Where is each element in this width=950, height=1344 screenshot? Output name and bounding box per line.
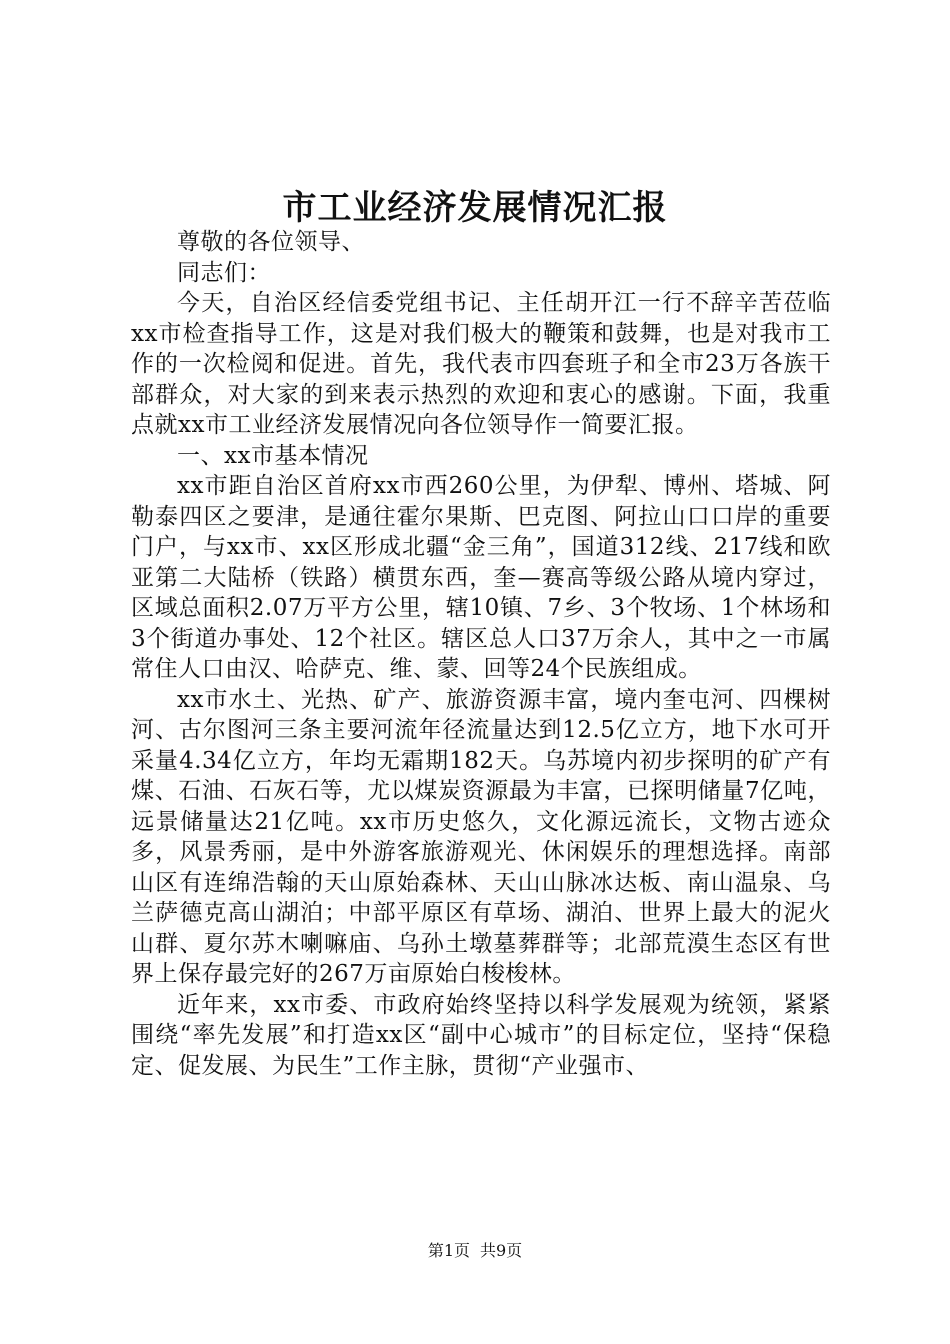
salutation-line-2: 同志们： [177, 259, 271, 286]
resources-paragraph: xx市水土、光热、矿产、旅游资源丰富，境内奎屯河、四棵树河、古尔图河三条主要河流年径流量达到12.5亿立方，地下水可开采量4.34亿立方，年均无霜期182天。乌苏境内初步探明的矿产有煤、石油、石灰石等，尤以煤炭资源最为丰富，已探明储量7亿吨，远景储量达21亿吨。xx市历史悠久，文化源远流长，文物古迹众多，风景秀丽，是中外游客旅游观光、休闲娱乐的理想选择。南部山区有连绵浩翰的天山原始森林、天山山脉冰达板、南山温泉、乌兰萨德克高山湖泊；中部平原区有草场、湖泊、世界上最大的泥火山群、夏尔苏木喇嘛庙、乌孙土墩墓葬群等；北部荒漠生态区有世界上保存最完好的267万亩原始白梭梭林。 [131, 686, 831, 987]
geography-paragraph: xx市距自治区首府xx市西260公里，为伊犁、博州、塔城、阿勒泰四区之要津，是通往霍尔果斯、巴克图、阿拉山口口岸的重要门户，与xx市、xx区形成北疆“金三角”，国道312线、217线和欧亚第二大陆桥（铁路）横贯东西，奎—赛高等级公路从境内穿过，区域总面积2.07万平方公里，辖10镇、7乡、3个牧场、1个林场和3个街道办事处、12个社区。辖区总人口37万余人，其中之一市属常住人口由汉、哈萨克、维、蒙、回等24个民族组成。 [131, 473, 831, 682]
page-number: 第1页 [427, 1241, 470, 1260]
intro-paragraph: 今天，自治区经信委党组书记、主任胡开江一行不辞辛苦莅临xx市检查指导工作，这是对我们极大的鞭策和鼓舞，也是对我市工作的一次检阅和促进。首先，我代表市四套班子和全市23万各族干部群众，对大家的到来表示热烈的欢迎和衷心的感谢。下面，我重点就xx市工业经济发展情况向各位领导作一简要汇报。 [131, 290, 831, 438]
document-title: 市工业经济发展情况汇报 [282, 188, 668, 228]
page-total: 共9页 [480, 1241, 523, 1260]
section-heading-basic-situation: 一、xx市基本情况 [177, 442, 369, 469]
document-body [131, 227, 831, 1081]
salutation-line-1: 尊敬的各位领导、 [177, 229, 365, 255]
page-footer [0, 1241, 950, 1261]
recent-years-paragraph: 近年来，xx市委、市政府始终坚持以科学发展观为统领，紧紧围绕“率先发展”和打造xx区“副中心城市”的目标定位，坚持“保稳定、促发展、为民生”工作主脉，贯彻“产业强市、 [131, 991, 831, 1079]
